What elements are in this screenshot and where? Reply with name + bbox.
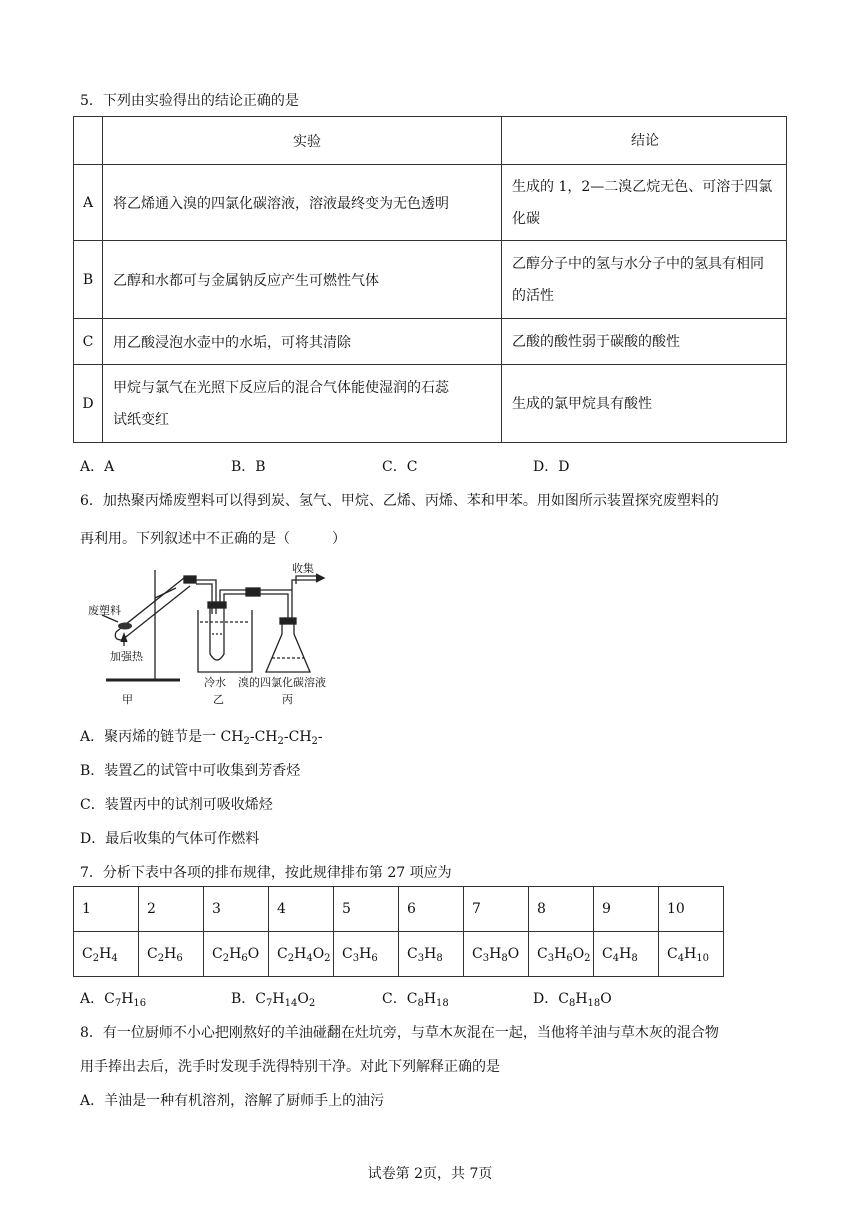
q8-option-a: A．羊油是一种有机溶剂，溶解了厨师手上的油污	[80, 1093, 385, 1109]
q7-option-a: A．$C_7H_{16}$	[80, 991, 147, 1009]
row-label: B	[74, 241, 103, 319]
q6-option-d: D．最后收集的气体可作燃料	[80, 831, 260, 847]
row-experiment: 将乙烯通入溴的四氯化碳溶液，溶液最终变为无色透明	[103, 165, 502, 241]
row-label: D	[74, 365, 103, 443]
q7-formula-cell: $C_2H_4O_2$	[269, 932, 334, 977]
q5-option-b: B．B	[231, 459, 266, 475]
row-experiment: 用乙酸浸泡水壶中的水垢，可将其清除	[103, 319, 502, 365]
q7-index-cell: 5	[334, 887, 399, 932]
q7-index-cell: 6	[399, 887, 464, 932]
q8-stem-line1: 8．有一位厨师不小心把刚熬好的羊油碰翻在灶坑旁，与草木灰混在一起，当他将羊油与草木灰的混合物	[80, 1025, 719, 1041]
q7-table	[73, 886, 724, 977]
q7-formula-row	[74, 932, 724, 977]
q7-formula-cell: $C_2H_4$	[74, 932, 139, 977]
q6-option-b: B．装置乙的试管中可收集到芳香烃	[80, 763, 301, 779]
label-collect: 收集	[292, 562, 314, 575]
label-bromine-solution: 溴的四氯化碳溶液	[238, 676, 326, 689]
q7-index-cell: 10	[659, 887, 724, 932]
q7-formula-cell: $C_3H_8$	[399, 932, 464, 977]
q7-index-cell: 1	[74, 887, 139, 932]
label-cold-water: 冷水	[204, 676, 226, 689]
label-waste-plastic: 废塑料	[88, 604, 121, 617]
q5-option-a: A．A	[80, 459, 115, 475]
q7-option-b: B．$C_7H_{14}O_2$	[231, 991, 316, 1009]
page-footer: 试卷第 2页，共 7页	[367, 1166, 493, 1182]
apparatus-diagram	[80, 562, 380, 707]
q7-formula-cell: $C_4H_{10}$	[659, 932, 724, 977]
q7-formula-cell: $C_3H_8O$	[464, 932, 529, 977]
q7-index-cell: 9	[594, 887, 659, 932]
q5-option-d: D．D	[533, 459, 570, 475]
row-conclusion: 乙醇分子中的氢与水分子中的氢具有相同 的活性	[502, 241, 787, 319]
q5-row-d	[74, 365, 787, 443]
q5-row-c	[74, 319, 787, 365]
q5-option-c: C．C	[382, 459, 418, 475]
q7-formula-cell: $C_2H_6O$	[204, 932, 269, 977]
q7-formula-cell: $C_3H_6$	[334, 932, 399, 977]
q7-index-cell: 8	[529, 887, 594, 932]
row-conclusion: 乙酸的酸性弱于碳酸的酸性	[502, 319, 787, 365]
row-label: C	[74, 319, 103, 365]
q7-option-c: C．$C_8H_{18}$	[382, 991, 449, 1009]
apparatus-drawing	[80, 562, 380, 707]
q6-option-c: C．装置丙中的试剂可吸收烯烃	[80, 797, 273, 813]
q6-stem-line1: 6．加热聚丙烯废塑料可以得到炭、氢气、甲烷、乙烯、丙烯、苯和甲苯。用如图所示装置探究废塑料的	[80, 493, 719, 509]
q7-index-cell: 2	[139, 887, 204, 932]
row-conclusion: 生成的 1，2—二溴乙烷无色、可溶于四氯 化碳	[502, 165, 787, 241]
row-conclusion: 生成的氯甲烷具有酸性	[502, 365, 787, 443]
q7-formula-cell: $C_4H_8$	[594, 932, 659, 977]
row-experiment: 甲烷与氯气在光照下反应后的混合气体能使湿润的石蕊 试纸变红	[103, 365, 502, 443]
q6-option-a: A．聚丙烯的链节是一 $CH_2-CH_2-CH_2-$	[80, 729, 323, 747]
q5-stem: 5．下列由实验得出的结论正确的是	[80, 93, 299, 109]
q5-header-blank	[74, 117, 103, 165]
q7-index-cell: 3	[204, 887, 269, 932]
q6-stem-line2: 再利用。下列叙述中不正确的是（ ）	[80, 531, 346, 547]
q5-header-experiment: 实验	[103, 117, 502, 165]
q7-option-d: D．$C_8H_{18}O$	[533, 991, 612, 1009]
row-label: A	[74, 165, 103, 241]
q7-index-cell: 4	[269, 887, 334, 932]
q7-formula-cell: $C_2H_6$	[139, 932, 204, 977]
q8-stem-line2: 用手捧出去后，洗手时发现手洗得特别干净。对此下列解释正确的是	[80, 1059, 500, 1075]
row-experiment: 乙醇和水都可与金属钠反应产生可燃性气体	[103, 241, 502, 319]
label-jia: 甲	[122, 693, 133, 706]
label-yi: 乙	[213, 693, 224, 706]
q5-table	[73, 116, 787, 443]
q7-stem: 7．分析下表中各项的排布规律，按此规律排布第 27 项应为	[80, 865, 452, 881]
q5-row-a	[74, 165, 787, 241]
q7-formula-cell: $C_3H_6O_2$	[529, 932, 594, 977]
q5-header-conclusion: 结论	[502, 117, 787, 165]
q7-index-row	[74, 887, 724, 932]
q5-row-b	[74, 241, 787, 319]
label-bing: 丙	[282, 693, 293, 706]
q7-index-cell: 7	[464, 887, 529, 932]
label-strong-heat: 加强热	[110, 650, 143, 663]
